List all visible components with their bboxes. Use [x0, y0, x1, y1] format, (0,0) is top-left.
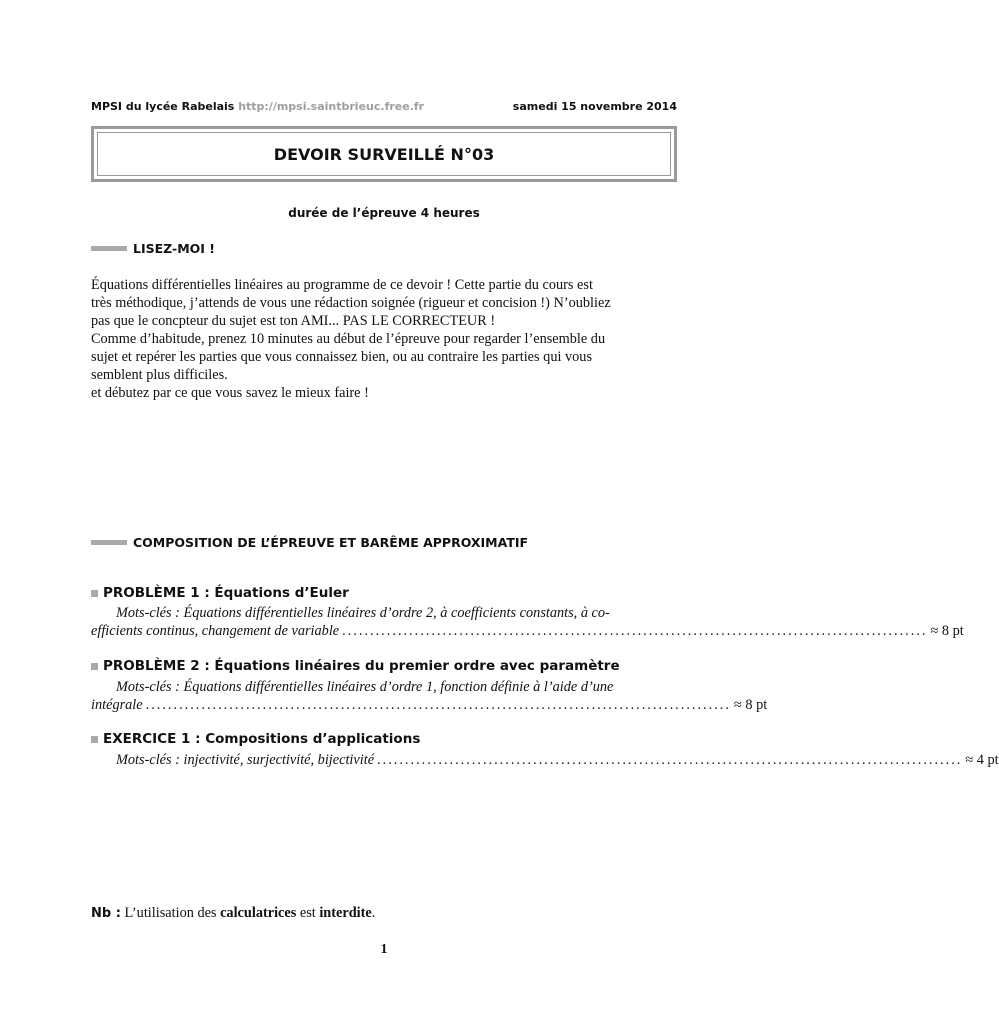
readme-line: très méthodique, j’attends de vous une rédaction soignée (rigueur et concision !) N’oubliez: [91, 295, 611, 311]
calculator-note: [91, 905, 375, 922]
composition-heading-label: COMPOSITION DE L’ÉPREUVE ET BARÊME APPROXIMATIF: [133, 535, 529, 550]
dot-leader: .........................................................................................................: [377, 752, 963, 768]
exercise-1-keywords: [91, 751, 999, 769]
exam-duration: durée de l’épreuve 4 heures: [288, 206, 480, 220]
item-title-label: PROBLÈME 1 : Équations d’Euler: [103, 585, 349, 601]
item-title-label: PROBLÈME 2 : Équations linéaires du premier ordre avec paramètre: [103, 658, 620, 674]
note-text: L’utilisation des: [120, 905, 221, 921]
page-number: 1: [380, 942, 388, 957]
problem-2-title: [91, 658, 620, 674]
heading-bar-decoration: [91, 540, 127, 545]
keywords-line-with-points: [91, 751, 999, 769]
points-value: ≈ 8 pt: [733, 697, 768, 713]
readme-paragraph: [91, 276, 679, 402]
note-emphasis: interdite: [319, 905, 372, 921]
bullet-square-icon: [91, 736, 98, 743]
keywords-line: intégrale: [91, 697, 143, 713]
keywords-line: Mots-clés : Équations différentielles linéaires d’ordre 2, à coefficients constants, à co-: [116, 605, 610, 621]
heading-bar-decoration: [91, 246, 127, 251]
readme-line: sujet et repérer les parties que vous connaissez bien, ou au contraire les parties qui vous: [91, 349, 593, 365]
keywords-line: Mots-clés : Équations différentielles linéaires d’ordre 1, fonction définie à l’aide d’une: [116, 679, 614, 695]
school-name: MPSI du lycée Rabelais: [91, 100, 235, 113]
dot-leader: .........................................................................................................: [145, 697, 731, 713]
page-header: [91, 100, 677, 113]
exercise-1-title: [91, 731, 420, 747]
header-date: samedi 15 novembre 2014: [512, 100, 677, 113]
readme-line: Équations différentielles linéaires au programme de ce devoir ! Cette partie du cours est: [91, 277, 593, 293]
problem-2-keywords: [91, 678, 768, 714]
points-value: ≈ 8 pt: [930, 623, 964, 639]
readme-line: semblent plus difficiles.: [91, 367, 228, 383]
bullet-square-icon: [91, 590, 98, 597]
readme-line: pas que le concpteur du sujet est ton AMI... PAS LE CORRECTEUR !: [91, 313, 496, 329]
document-title: DEVOIR SURVEILLÉ N°03: [97, 132, 671, 176]
item-title-label: EXERCICE 1 : Compositions d’applications: [103, 731, 421, 747]
readme-heading: [91, 241, 215, 256]
keywords-line-with-points: [91, 696, 768, 714]
problem-1-keywords: [91, 604, 964, 640]
header-left: [91, 100, 424, 113]
keywords-line: Mots-clés : injectivité, surjectivité, bijectivité: [116, 752, 375, 768]
note-emphasis: calculatrices: [220, 905, 297, 921]
note-label: Nb :: [91, 906, 121, 921]
title-box: [91, 126, 677, 182]
school-url[interactable]: http://mpsi.saintbrieuc.free.fr: [238, 100, 425, 113]
readme-line: et débutez par ce que vous savez le mieux faire !: [91, 385, 369, 401]
dot-leader: .........................................................................................................: [342, 623, 928, 639]
problem-1-title: [91, 585, 349, 601]
keywords-line: efficients continus, changement de variable: [91, 623, 340, 639]
readme-line: Comme d’habitude, prenez 10 minutes au début de l’épreuve pour regarder l’ensemble du: [91, 331, 606, 347]
keywords-line-with-points: [91, 622, 964, 640]
points-value: ≈ 4 pt: [965, 752, 999, 768]
bullet-square-icon: [91, 663, 98, 670]
note-text: .: [371, 905, 376, 921]
composition-heading: [91, 535, 528, 550]
readme-heading-label: LISEZ-MOI !: [133, 241, 215, 256]
note-text: est: [296, 905, 320, 921]
